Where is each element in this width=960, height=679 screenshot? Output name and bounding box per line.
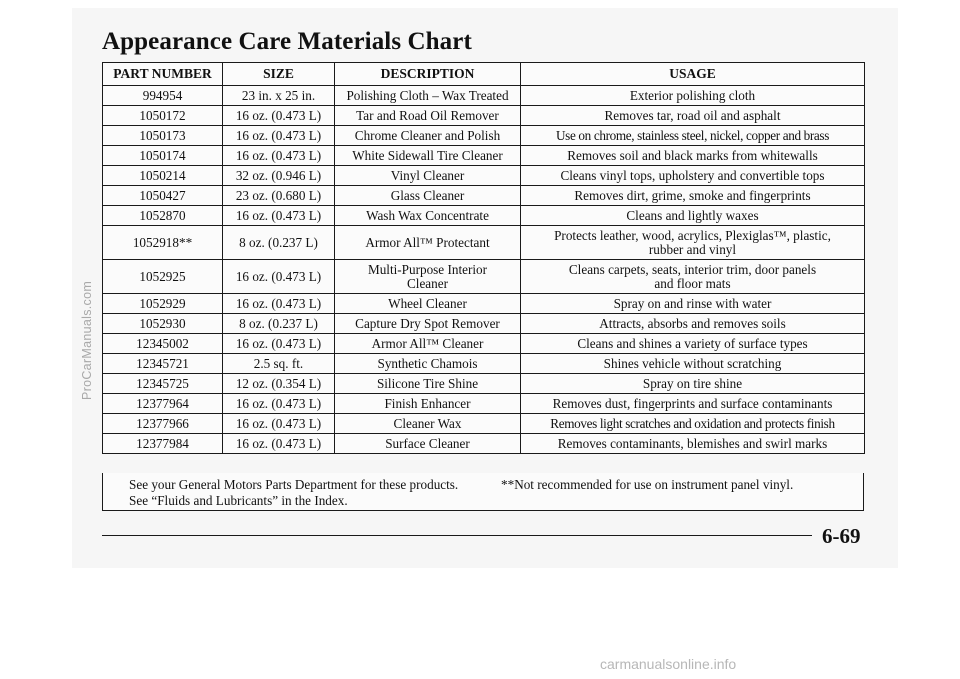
materials-chart-table <box>102 62 865 454</box>
table-row <box>103 106 865 126</box>
cell-usage: Cleans vinyl tops, upholstery and convertible tops <box>521 166 865 186</box>
table-row <box>103 314 865 334</box>
table-row <box>103 166 865 186</box>
page-number: 6-69 <box>822 524 861 548</box>
description-line-1: Multi-Purpose Interior <box>367 261 488 277</box>
cell-part-number: 1052918** <box>103 226 223 260</box>
site-watermark: carmanualsonline.info <box>600 656 737 672</box>
table-row <box>103 146 865 166</box>
cell-usage <box>521 226 865 260</box>
table-row <box>103 226 865 260</box>
table-row <box>103 394 865 414</box>
table-row <box>103 434 865 454</box>
side-watermark: ProCarManuals.com <box>80 280 94 400</box>
cell-part-number: 1050427 <box>103 186 223 206</box>
cell-description: Surface Cleaner <box>335 434 521 454</box>
cell-description: Synthetic Chamois <box>335 354 521 374</box>
cell-description: Tar and Road Oil Remover <box>335 106 521 126</box>
cell-size: 16 oz. (0.473 L) <box>223 294 335 314</box>
column-header-size: SIZE <box>223 63 335 86</box>
cell-part-number: 12377984 <box>103 434 223 454</box>
cell-description: Vinyl Cleaner <box>335 166 521 186</box>
page-title: Appearance Care Materials Chart <box>102 28 472 55</box>
cell-size: 16 oz. (0.473 L) <box>223 126 335 146</box>
cell-part-number: 1050174 <box>103 146 223 166</box>
cell-size: 23 oz. (0.680 L) <box>223 186 335 206</box>
cell-part-number: 1052930 <box>103 314 223 334</box>
cell-description: Finish Enhancer <box>335 394 521 414</box>
cell-part-number: 12345725 <box>103 374 223 394</box>
notes-left <box>129 477 549 509</box>
column-header-description: DESCRIPTION <box>335 63 521 86</box>
footer-rule <box>102 535 812 536</box>
cell-usage <box>521 260 865 294</box>
table-row <box>103 294 865 314</box>
cell-usage: Cleans and lightly waxes <box>521 206 865 226</box>
usage-line-2: and floor mats <box>654 275 731 291</box>
cell-description <box>335 260 521 294</box>
cell-usage: Attracts, absorbs and removes soils <box>521 314 865 334</box>
cell-part-number: 1052925 <box>103 260 223 294</box>
cell-part-number: 1052929 <box>103 294 223 314</box>
cell-description: Polishing Cloth – Wax Treated <box>335 86 521 106</box>
cell-size: 16 oz. (0.473 L) <box>223 434 335 454</box>
cell-size: 16 oz. (0.473 L) <box>223 206 335 226</box>
cell-usage: Removes dust, fingerprints and surface contaminants <box>521 394 865 414</box>
column-header-usage: USAGE <box>521 63 865 86</box>
cell-part-number: 12345721 <box>103 354 223 374</box>
cell-usage: Spray on tire shine <box>521 374 865 394</box>
usage-line-1: Cleans carpets, seats, interior trim, door panels <box>568 261 817 277</box>
cell-usage: Removes soil and black marks from whitewalls <box>521 146 865 166</box>
cell-usage: Removes contaminants, blemishes and swirl marks <box>521 434 865 454</box>
cell-description: White Sidewall Tire Cleaner <box>335 146 521 166</box>
cell-size: 2.5 sq. ft. <box>223 354 335 374</box>
cell-size: 8 oz. (0.237 L) <box>223 314 335 334</box>
cell-size: 16 oz. (0.473 L) <box>223 146 335 166</box>
cell-usage: Removes dirt, grime, smoke and fingerprints <box>521 186 865 206</box>
cell-part-number: 12377966 <box>103 414 223 434</box>
table-row <box>103 414 865 434</box>
cell-description: Glass Cleaner <box>335 186 521 206</box>
cell-usage: Cleans and shines a variety of surface types <box>521 334 865 354</box>
cell-usage: Use on chrome, stainless steel, nickel, copper and brass <box>521 126 865 146</box>
cell-usage: Spray on and rinse with water <box>521 294 865 314</box>
table-row <box>103 86 865 106</box>
cell-usage: Shines vehicle without scratching <box>521 354 865 374</box>
cell-description: Chrome Cleaner and Polish <box>335 126 521 146</box>
column-header-part-number: PART NUMBER <box>103 63 223 86</box>
cell-usage: Exterior polishing cloth <box>521 86 865 106</box>
cell-part-number: 1050214 <box>103 166 223 186</box>
cell-size: 23 in. x 25 in. <box>223 86 335 106</box>
cell-description: Silicone Tire Shine <box>335 374 521 394</box>
cell-description: Cleaner Wax <box>335 414 521 434</box>
description-line-2: Cleaner <box>406 275 448 291</box>
cell-usage: Removes tar, road oil and asphalt <box>521 106 865 126</box>
cell-part-number: 12345002 <box>103 334 223 354</box>
cell-part-number: 12377964 <box>103 394 223 414</box>
table-row <box>103 374 865 394</box>
table-row <box>103 186 865 206</box>
footnote-instrument-panel: **Not recommended for use on instrument panel vinyl. <box>501 477 794 492</box>
cell-size: 32 oz. (0.946 L) <box>223 166 335 186</box>
cell-part-number: 994954 <box>103 86 223 106</box>
cell-description: Armor All™ Cleaner <box>335 334 521 354</box>
cell-part-number: 1050173 <box>103 126 223 146</box>
note-fluids-reference: See “Fluids and Lubricants” in the Index. <box>129 493 348 508</box>
cell-size: 16 oz. (0.473 L) <box>223 260 335 294</box>
cell-description: Armor All™ Protectant <box>335 226 521 260</box>
table-row <box>103 354 865 374</box>
table-row <box>103 334 865 354</box>
usage-line-2: rubber and vinyl <box>648 241 737 257</box>
table-row <box>103 126 865 146</box>
cell-size: 16 oz. (0.473 L) <box>223 106 335 126</box>
cell-size: 16 oz. (0.473 L) <box>223 414 335 434</box>
cell-size: 16 oz. (0.473 L) <box>223 394 335 414</box>
table-row <box>103 206 865 226</box>
chart-notes <box>102 473 864 511</box>
cell-description: Wash Wax Concentrate <box>335 206 521 226</box>
cell-description: Wheel Cleaner <box>335 294 521 314</box>
table-row <box>103 260 865 294</box>
cell-size: 8 oz. (0.237 L) <box>223 226 335 260</box>
note-parts-department: See your General Motors Parts Department for these products. <box>129 477 459 492</box>
cell-size: 12 oz. (0.354 L) <box>223 374 335 394</box>
cell-usage: Removes light scratches and oxidation and protects finish <box>521 414 865 434</box>
cell-size: 16 oz. (0.473 L) <box>223 334 335 354</box>
cell-description: Capture Dry Spot Remover <box>335 314 521 334</box>
cell-part-number: 1050172 <box>103 106 223 126</box>
table-header-row <box>103 63 865 86</box>
cell-part-number: 1052870 <box>103 206 223 226</box>
usage-line-1: Protects leather, wood, acrylics, Plexiglas™, plastic, <box>554 227 831 243</box>
